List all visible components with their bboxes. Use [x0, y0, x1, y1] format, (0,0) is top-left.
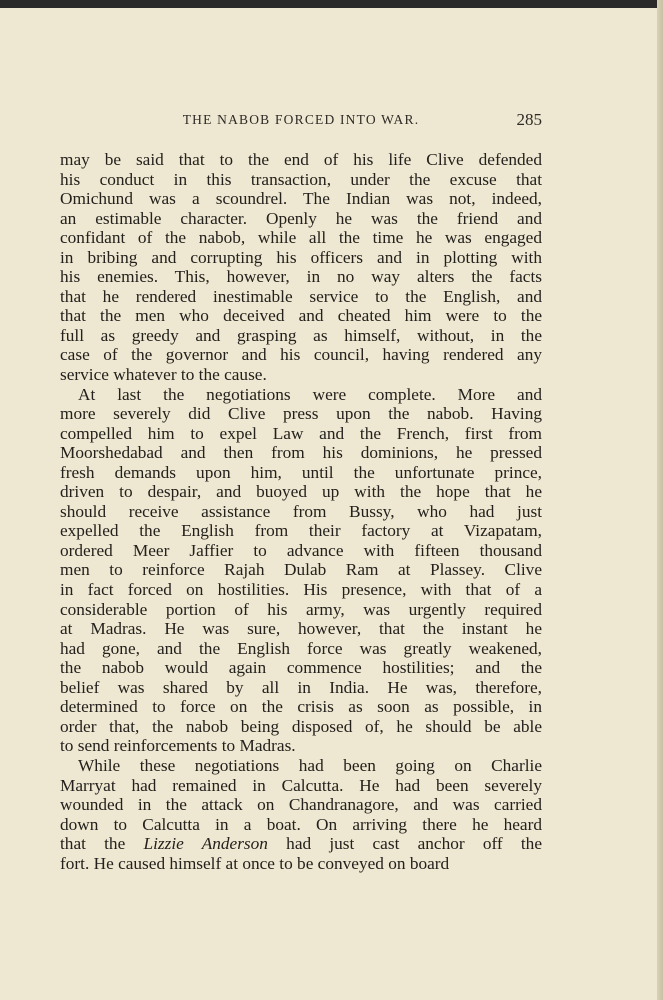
running-title: THE NABOB FORCED INTO WAR.	[182, 112, 420, 127]
text-line: While these negotiations had been going on Charlie	[78, 755, 542, 775]
text-line: At last the negotiations were complete. More and	[78, 384, 542, 404]
ship-name: Lizzie Anderson	[143, 834, 268, 854]
text-line: had gone, and the English force was greatly weakened,	[60, 638, 542, 658]
text-line: considerable portion of his army, was urgently required	[60, 599, 542, 619]
text-line: to send reinforcements to Madras.	[60, 736, 296, 756]
text-line: wounded in the attack on Chandranagore, and was carried	[60, 795, 542, 815]
text-line: may be said that to the end of his life Clive defended	[60, 150, 542, 169]
text-line: case of the governor and his council, having rendered any	[60, 345, 542, 365]
text-line: fresh demands upon him, until the unfortunate prince,	[60, 462, 542, 482]
text-line: expelled the English from their factory at Vizapatam,	[60, 521, 542, 541]
text-line: ordered Meer Jaffier to advance with fifteen thousand	[60, 540, 542, 560]
text-line: Marryat had remained in Calcutta. He had been severely	[60, 775, 542, 795]
text-line: in fact forced on hostilities. His presence, with that of a	[60, 580, 542, 600]
running-header	[60, 110, 542, 134]
text-line: belief was shared by all in India. He was, therefore,	[60, 677, 542, 697]
text-line: driven to despair, and buoyed up with the hope that he	[60, 482, 542, 502]
page-gutter-edge	[657, 0, 663, 1000]
text-line: compelled him to expel Law and the French, first from	[60, 423, 542, 443]
text-line: in bribing and corrupting his officers and in plotting with	[60, 247, 542, 267]
book-top-edge	[0, 0, 663, 8]
text-line: that the men who deceived and cheated him were to the	[60, 306, 542, 326]
text-line: an estimable character. Openly he was the friend and	[60, 208, 542, 228]
text-line: men to reinforce Rajah Dulab Ram at Plassey. Clive	[60, 560, 542, 580]
text-line: service whatever to the cause.	[60, 365, 267, 385]
text-line: should receive assistance from Bussy, who had just	[60, 501, 542, 521]
text-line: the nabob would again commence hostilities; and the	[60, 658, 542, 678]
page-number: 285	[516, 110, 542, 129]
text-line: Moorshedabad and then from his dominions, he pressed	[60, 443, 542, 463]
text-line: order that, the nabob being disposed of, he should be able	[60, 716, 542, 736]
body-text	[60, 150, 542, 873]
text-line: Omichund was a scoundrel. The Indian was not, indeed,	[60, 189, 542, 209]
text-line: more severely did Clive press upon the nabob. Having	[60, 404, 542, 424]
text-segment: had just cast anchor off the	[286, 834, 542, 854]
text-line: fort. He caused himself at once to be conveyed on board	[60, 853, 450, 873]
text-segment: that the	[60, 834, 126, 854]
text-line: full as greedy and grasping as himself, without, in the	[60, 325, 542, 345]
text-line: his enemies. This, however, in no way alters the facts	[60, 267, 542, 287]
text-line: at Madras. He was sure, however, that the instant he	[60, 619, 542, 639]
text-line: determined to force on the crisis as soon as possible, in	[60, 697, 542, 717]
text-line: down to Calcutta in a boat. On arriving there he heard	[60, 814, 542, 834]
text-line: confidant of the nabob, while all the time he was engaged	[60, 228, 542, 248]
text-line: that he rendered inestimable service to the English, and	[60, 286, 542, 306]
text-line: his conduct in this transaction, under the excuse that	[60, 169, 542, 189]
text-line	[60, 834, 542, 854]
